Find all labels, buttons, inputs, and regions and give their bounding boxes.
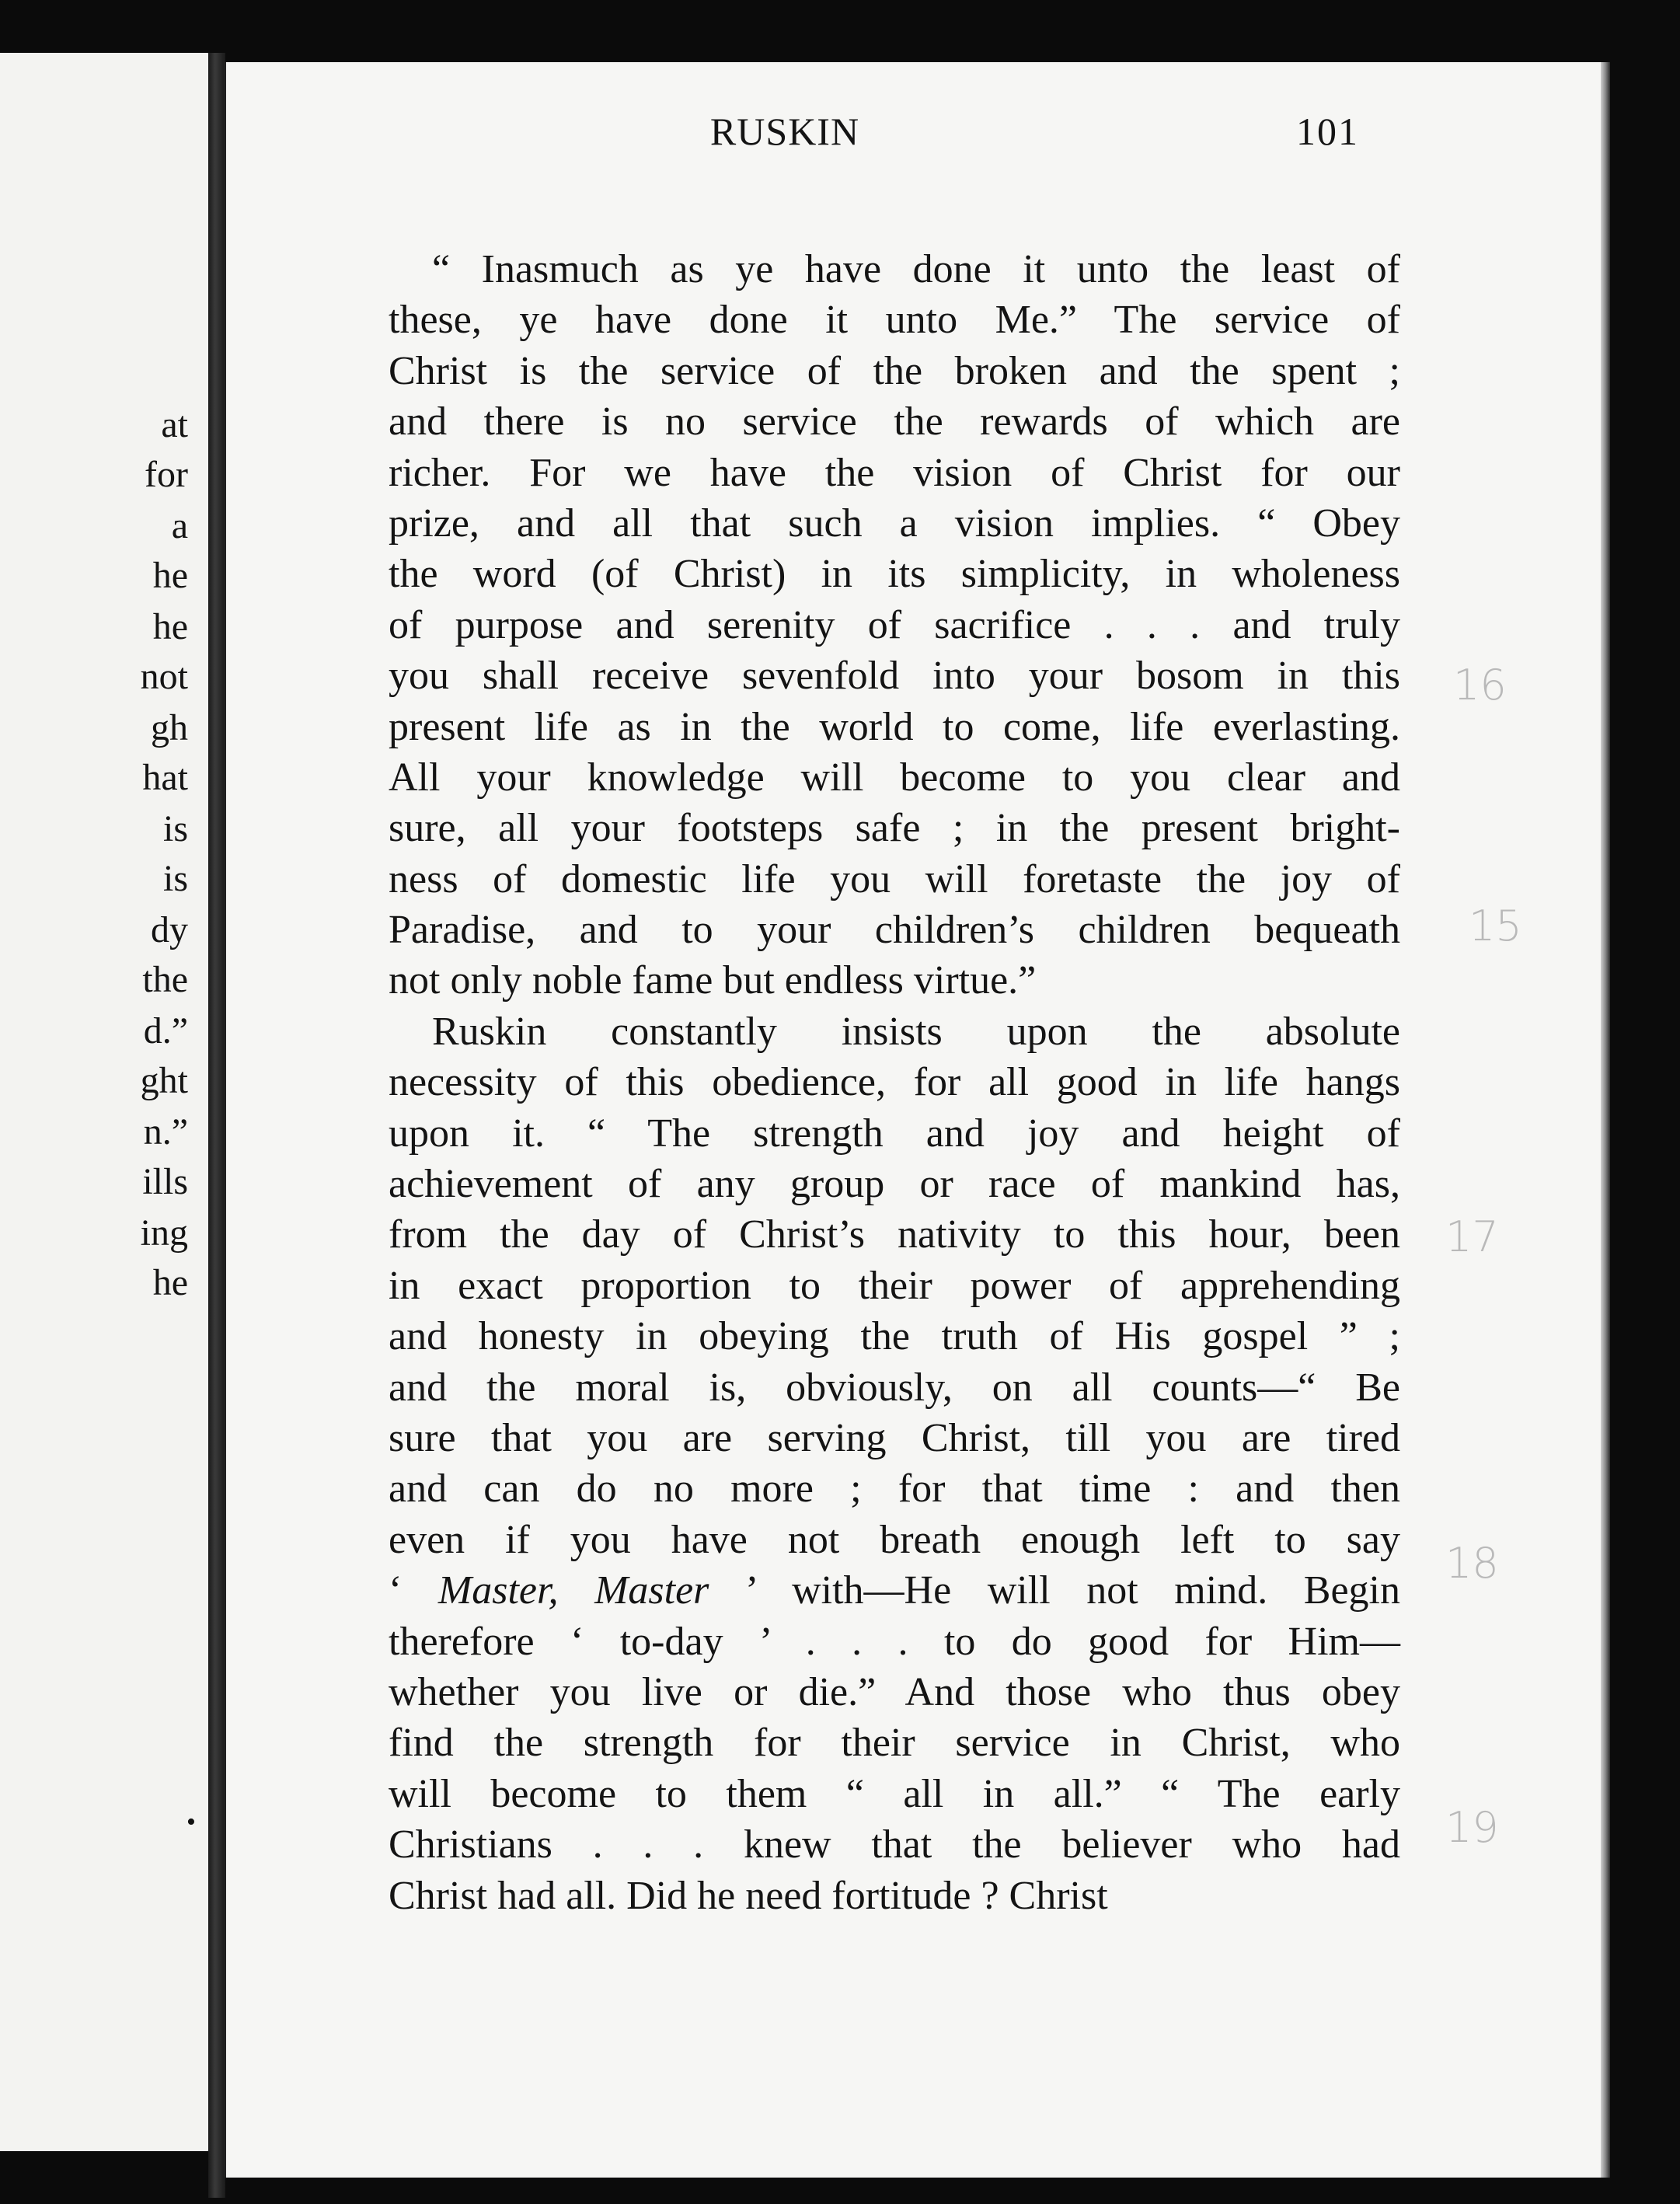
left-page-line: for xyxy=(145,454,188,495)
left-page-line: a xyxy=(171,505,188,546)
pencil-margin-note: 19 xyxy=(1445,1803,1499,1852)
text-line: you shall receive sevenfold into your bosom in this xyxy=(389,654,1400,699)
text-line: sure that you are serving Christ, till you are tired xyxy=(389,1415,1400,1460)
text-line: present life as in the world to come, life everlasting. xyxy=(389,704,1400,749)
text-line: the word (of Christ) in its simplicity, in wholeness xyxy=(389,552,1400,597)
left-page-line: is xyxy=(162,858,188,899)
text-line: Christ is the service of the broken and the spent ; xyxy=(389,348,1400,393)
text-line: these, ye have done it unto Me.” The service of xyxy=(389,298,1400,343)
pencil-margin-note: 16 xyxy=(1453,661,1507,710)
text-line: Ruskin constantly insists upon the absolute xyxy=(432,1009,1400,1054)
left-page-line: he xyxy=(152,606,188,647)
book-gutter xyxy=(208,53,225,2198)
text-line: Paradise, and to your children’s children bequeath xyxy=(389,908,1400,953)
text-line: and there is no service the rewards of which are xyxy=(389,399,1400,445)
left-page-line: ing xyxy=(140,1212,188,1254)
left-page-line: n.” xyxy=(143,1111,188,1153)
text-line: find the strength for their service in Christ, who xyxy=(389,1721,1400,1766)
text-line: and the moral is, obviously, on all counts—“ Be xyxy=(389,1365,1400,1410)
text-line: will become to them “ all in all.” “ The early xyxy=(389,1771,1400,1816)
pencil-margin-note: 18 xyxy=(1445,1539,1499,1588)
text-line: Christians . . . knew that the believer who had xyxy=(389,1822,1400,1867)
left-page-line: not xyxy=(140,656,188,697)
stray-ink-mark: • xyxy=(186,1808,196,1836)
text-line: All your knowledge will become to you clear and xyxy=(389,755,1400,800)
text-line: sure, all your footsteps safe ; in the present bright- xyxy=(389,806,1400,851)
text-line: and honesty in obeying the truth of His gospel ” ; xyxy=(389,1314,1400,1359)
page-number: 101 xyxy=(1296,110,1359,153)
text-line: achievement of any group or race of mankind has, xyxy=(389,1162,1400,1207)
body-text xyxy=(389,244,1400,1921)
text-line: ‘ Master, Master ’ with—He will not mind. Begin xyxy=(389,1568,1400,1613)
left-page-line: he xyxy=(152,1262,188,1303)
text-line: even if you have not breath enough left to say xyxy=(389,1517,1400,1562)
text-line: necessity of this obedience, for all good in life hangs xyxy=(389,1060,1400,1105)
text-line: prize, and all that such a vision implies. “ Obey xyxy=(389,500,1400,546)
page-edge xyxy=(1601,62,1610,2178)
left-page-line: at xyxy=(161,404,188,445)
text-line: “ Inasmuch as ye have done it unto the least of xyxy=(432,247,1400,291)
text-line: whether you live or die.” And those who thus obey xyxy=(389,1669,1400,1714)
left-page-line: hat xyxy=(142,757,188,798)
left-page-line: is xyxy=(162,808,188,849)
text-line: not only noble fame but endless virtue.” xyxy=(389,958,1037,1003)
pencil-margin-note: 17 xyxy=(1445,1212,1499,1261)
text-line: in exact proportion to their power of apprehending xyxy=(389,1263,1400,1308)
pencil-margin-note: 15 xyxy=(1469,901,1522,950)
left-page-line: d.” xyxy=(143,1010,188,1051)
text-line: therefore ‘ to-day ’ . . . to do good for Him— xyxy=(389,1619,1400,1664)
previous-page-fragment xyxy=(0,53,211,2151)
left-page-line: the xyxy=(142,959,188,1000)
text-line: ness of domestic life you will foretaste the joy of xyxy=(389,856,1400,901)
italic-phrase: Master, Master xyxy=(437,1568,709,1613)
text-line: upon it. “ The strength and joy and height of xyxy=(389,1111,1400,1156)
running-head: RUSKIN xyxy=(709,110,860,153)
text-line: richer. For we have the vision of Christ for our xyxy=(389,450,1400,495)
text-line: of purpose and serenity of sacrifice . . . and truly xyxy=(389,602,1400,647)
left-page-line: he xyxy=(152,555,188,596)
left-page-line: gh xyxy=(151,707,188,748)
left-page-line: dy xyxy=(151,909,188,950)
text-line: and can do no more ; for that time : and then xyxy=(389,1466,1400,1512)
text-line: Christ had all. Did he need fortitude ? Christ xyxy=(389,1873,1108,1918)
left-page-line: ills xyxy=(142,1161,188,1202)
left-page-line: ght xyxy=(140,1060,188,1101)
text-line: from the day of Christ’s nativity to this hour, been xyxy=(389,1212,1400,1257)
